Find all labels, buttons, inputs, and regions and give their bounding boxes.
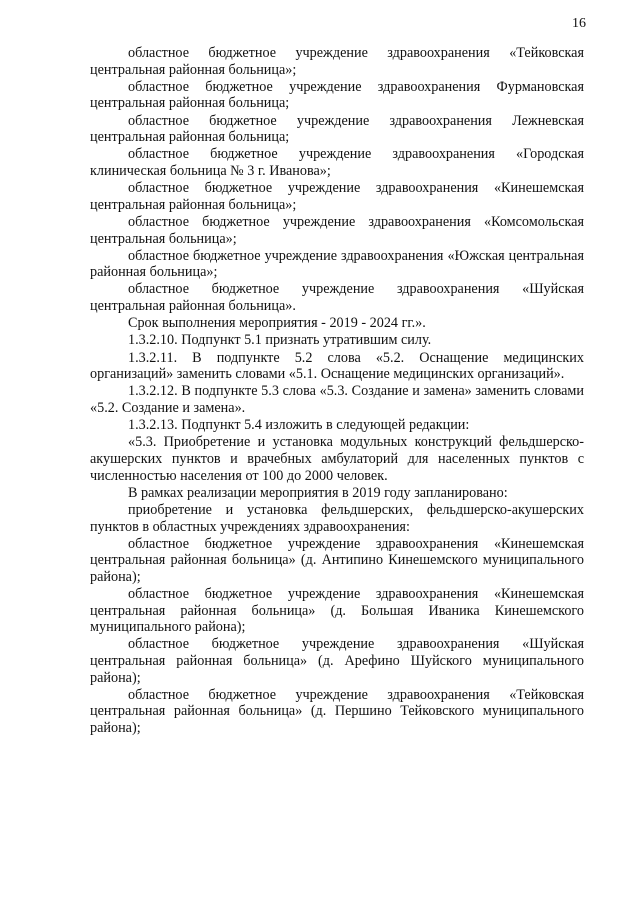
amendment-1-3-2-11: 1.3.2.11. В подпункте 5.2 слова «5.2. Оснащение медицинских организаций» заменить словами «5.1. Оснащение медицинских организаций». [90, 349, 584, 383]
item-5-3-title: «5.3. Приобретение и установка модульных конструкций фельдшерско-акушерских пунктов и врачебных амбулаторий для населенных пунктов с численностью населения от 100 до 2000 человек. [90, 434, 584, 484]
paragraph: областное бюджетное учреждение здравоохранения Фурмановская центральная районная больница; [90, 78, 584, 112]
page-number: 16 [572, 16, 586, 31]
amendment-1-3-2-13: 1.3.2.13. Подпункт 5.4 изложить в следующей редакции: [128, 417, 470, 434]
paragraph: областное бюджетное учреждение здравоохранения «Тейковская центральная районная больница»; [90, 45, 584, 78]
deadline-line: Срок выполнения мероприятия - 2019 - 2024 гг.». [128, 315, 426, 332]
paragraph: областное бюджетное учреждение здравоохранения «Городская клиническая больница № 3 г. Иванова»; [90, 146, 584, 179]
document-body [90, 45, 584, 737]
amendment-1-3-2-10: 1.3.2.10. Подпункт 5.1 признать утратившим силу. [128, 332, 432, 349]
paragraph: областное бюджетное учреждение здравоохранения «Шуйская центральная районная больница» (д. Арефино Шуйского муниципального района); [90, 636, 584, 686]
paragraph: областное бюджетное учреждение здравоохранения «Тейковская центральная районная больница» (д. Першино Тейковского муниципального района); [90, 686, 584, 737]
amendment-1-3-2-12: 1.3.2.12. В подпункте 5.3 слова «5.3. Создание и замена» заменить словами «5.2. Создание и замена». [90, 383, 584, 416]
paragraph: областное бюджетное учреждение здравоохранения «Кинешемская центральная районная больница»; [90, 180, 584, 213]
paragraph: областное бюджетное учреждение здравоохранения Лежневская центральная районная больница; [90, 112, 584, 146]
paragraph: областное бюджетное учреждение здравоохранения «Кинешемская центральная районная больница» (д. Антипино Кинешемского муниципального района); [90, 535, 584, 585]
paragraph: приобретение и установка фельдшерских, фельдшерско-акушерских пунктов в областных учреждениях здравоохранения: [90, 501, 584, 535]
paragraph: областное бюджетное учреждение здравоохранения «Комсомольская центральная больница»; [90, 213, 584, 247]
paragraph: областное бюджетное учреждение здравоохранения «Кинешемская центральная районная больница» (д. Большая Иваника Кинешемского муниципального района); [90, 586, 584, 636]
paragraph: В рамках реализации мероприятия в 2019 году запланировано: [128, 484, 508, 501]
paragraph: областное бюджетное учреждение здравоохранения «Южская центральная районная больница»; [90, 247, 584, 281]
paragraph: областное бюджетное учреждение здравоохранения «Шуйская центральная районная больница». [90, 281, 584, 315]
